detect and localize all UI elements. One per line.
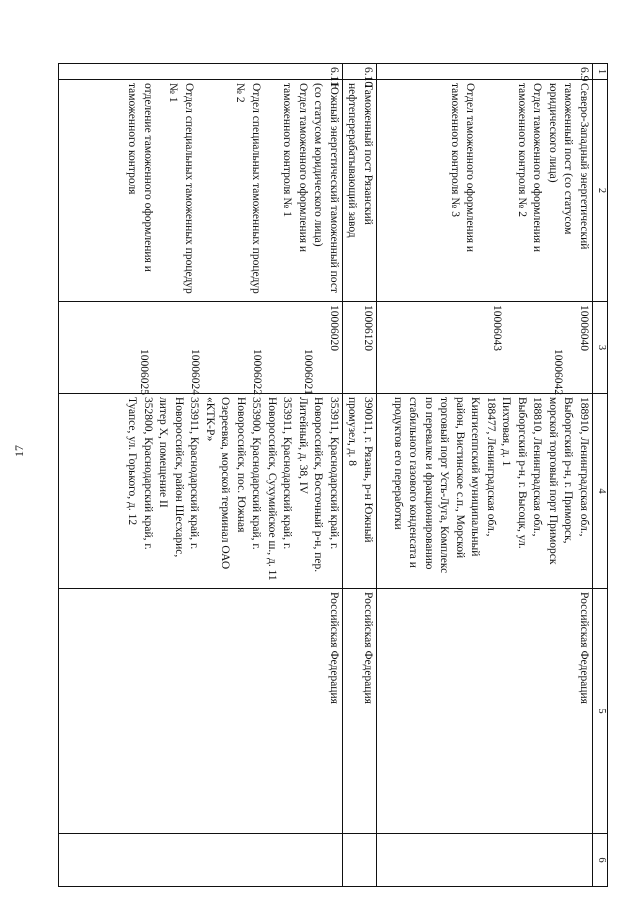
post-name: Отдел таможенного оформления и таможенного контроля № 3 [449, 83, 477, 253]
col6-cell [377, 834, 593, 887]
post-name: Отдел таможенного оформления и таможенного контроля № 2 [516, 83, 544, 253]
post-code: 10006024 [189, 349, 202, 395]
post-names-cell [377, 80, 593, 302]
address: 352800, Краснодарский край, г. Туапсе, ул. Горького, д. 12 [126, 397, 154, 550]
post-name: Северо-Западный энергетический таможенный пост (со статусом юридического лица) [547, 83, 590, 250]
row-number: 6.11 [59, 64, 343, 80]
post-code: 10006040 [578, 305, 590, 351]
post-names-cell [343, 80, 377, 302]
post-name: Отдел таможенного оформления и таможенного контроля № 1 [281, 83, 309, 253]
table-row [343, 64, 377, 887]
post-name: Отдел специальных таможенных процедур № 2 [234, 83, 262, 294]
addresses-cell [59, 394, 343, 589]
post-codes-cell [343, 302, 377, 394]
address: 353911, Краснодарский край, г. Новороссийск, Сухумийское ш., д. 11 [266, 397, 294, 581]
post-code: 10006120 [362, 305, 374, 351]
customs-posts-table [58, 63, 608, 887]
address: 188477, Ленинградская обл., Кингисеппский муниципальный район, Вистинское с.п., Морской торговый порт Усть-Луга, Комплекс по перевалке и фракционированию стабильного газового конденсата и продуктов его переработки [392, 397, 497, 574]
col6-cell [343, 834, 377, 887]
post-code: 10006043 [491, 305, 503, 351]
country-cell: Российская Федерация [377, 589, 593, 834]
col6-cell [59, 834, 343, 887]
address: 353911, Краснодарский край, г. Новороссийск, район Шесхарис, литер Х, помещение II [157, 397, 201, 558]
row-number: 6.10 [343, 64, 377, 80]
table-row [59, 64, 343, 887]
post-code: 10006020 [328, 305, 340, 351]
address: 188810, Ленинградская обл., Выборгский р-н, г. Высоцк, ул. Пихтовая, д. 1 [500, 397, 544, 549]
table-row [377, 64, 593, 887]
post-code: 10006021 [302, 349, 315, 395]
post-codes-cell [59, 302, 343, 394]
addresses-cell [377, 394, 593, 589]
post-name: Таможенный пост Рязанский нефтеперерабатывающий завод [346, 83, 374, 238]
address: 390011, г. Рязань, р-н Южный промузел, д. 8 [346, 397, 374, 543]
col-header-4: 4 [593, 394, 608, 589]
addresses-cell [343, 394, 377, 589]
post-code: 10006022 [251, 349, 263, 395]
post-names-cell [59, 80, 343, 302]
address: 353911, Краснодарский край, г. Новороссийск, Восточный р-н, пер. Литейный, д. 38, IV [297, 397, 340, 573]
column-number-row [593, 64, 608, 887]
page-number: 17 [12, 445, 26, 457]
country-cell: Российская Федерация [343, 589, 377, 834]
address: 353900, Краснодарский край, г. Новороссийск, пос. Южная Озерeевка, морской терминал ОАО «КТК-Р» [204, 397, 263, 570]
col-header-5: 5 [593, 589, 608, 834]
post-name: Отдел специальных таможенных процедур № 1 [167, 83, 195, 294]
post-codes-cell [377, 302, 593, 394]
post-name: Южный энергетический таможенный пост (со статусом юридического лица) [312, 83, 340, 293]
post-code: 10006042 [552, 349, 565, 395]
country-cell: Российская Федерация [59, 589, 343, 834]
col-header-1: 1 [593, 64, 608, 80]
rotated-page [58, 63, 608, 886]
col-header-3: 3 [593, 302, 608, 394]
post-code: 10006025 [138, 349, 150, 395]
col-header-6: 6 [593, 834, 608, 887]
address: 188910, Ленинградская обл., Выборгский р-н, г. Приморск, морской торговый порт Приморск [547, 397, 590, 565]
row-number: 6.9 [377, 64, 593, 80]
post-name: отделение таможенного оформления и таможенного контроля [126, 83, 154, 272]
col-header-2: 2 [593, 80, 608, 302]
